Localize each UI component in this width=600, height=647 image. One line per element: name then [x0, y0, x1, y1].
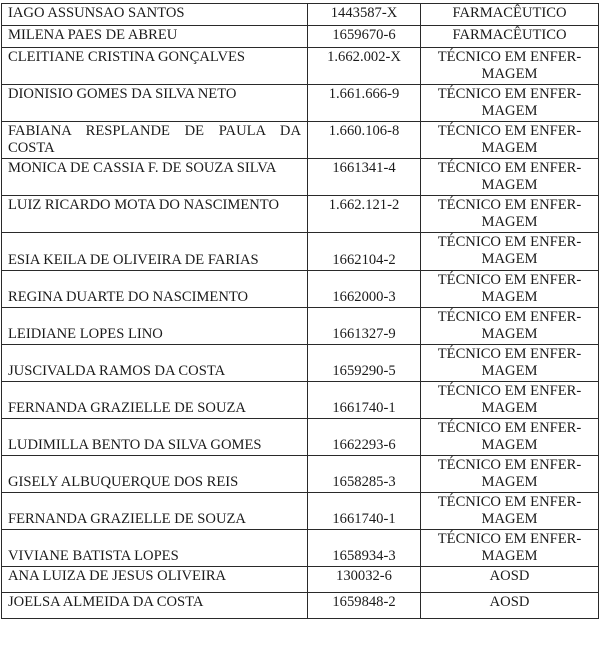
employee-name-cell [2, 419, 308, 456]
employee-role-cell [421, 493, 599, 530]
employee-name-cell [2, 159, 308, 196]
employee-id: 1.662.002-X [327, 49, 401, 65]
employee-id-cell [308, 493, 421, 530]
employee-id: 1661327-9 [332, 326, 396, 342]
employee-name: LEIDIANE LOPES LINO [8, 326, 163, 342]
staff-table-body [2, 4, 599, 619]
table-row [2, 48, 599, 85]
employee-id-cell [308, 271, 421, 308]
employee-id: 1661740-1 [332, 400, 396, 416]
employee-role-cell [421, 308, 599, 345]
employee-id-cell [308, 382, 421, 419]
employee-role: TÉCNICO EM ENFER-MAGEM [437, 531, 582, 564]
employee-role: TÉCNICO EM ENFER-MAGEM [437, 197, 582, 230]
table-row [2, 271, 599, 308]
employee-id-cell [308, 159, 421, 196]
employee-role: TÉCNICO EM ENFER-MAGEM [437, 234, 582, 267]
employee-name-cell [2, 456, 308, 493]
employee-role-cell [421, 196, 599, 233]
employee-id: 1659670-6 [332, 27, 396, 43]
employee-name: GISELY ALBUQUERQUE DOS REIS [8, 474, 239, 490]
employee-name-cell [2, 308, 308, 345]
table-row [2, 85, 599, 122]
employee-role: FARMACÊUTICO [452, 27, 567, 43]
employee-id: 1658285-3 [332, 474, 396, 490]
employee-name: LUIZ RICARDO MOTA DO NASCIMENTO [8, 197, 279, 213]
employee-name: ESIA KEILA DE OLIVEIRA DE FARIAS [8, 252, 259, 268]
employee-name-cell [2, 271, 308, 308]
employee-role: TÉCNICO EM ENFER-MAGEM [437, 49, 582, 82]
employee-id-cell [308, 4, 421, 26]
employee-id: 1662104-2 [332, 252, 396, 268]
employee-name-cell [2, 567, 308, 593]
employee-name: DIONISIO GOMES DA SILVA NETO [8, 86, 237, 102]
employee-id-cell [308, 233, 421, 271]
table-row [2, 26, 599, 48]
employee-role-cell [421, 382, 599, 419]
table-row [2, 593, 599, 619]
employee-role: TÉCNICO EM ENFER-MAGEM [437, 457, 582, 490]
employee-name-cell [2, 48, 308, 85]
employee-name: CLEITIANE CRISTINA GONÇALVES [8, 49, 246, 65]
table-row [2, 4, 599, 26]
employee-name-cell [2, 382, 308, 419]
employee-role-cell [421, 26, 599, 48]
table-row [2, 493, 599, 530]
employee-id-cell [308, 308, 421, 345]
employee-id: 1662293-6 [332, 437, 396, 453]
employee-id-cell [308, 593, 421, 619]
employee-id-cell [308, 419, 421, 456]
employee-role: TÉCNICO EM ENFER-MAGEM [437, 272, 582, 305]
employee-role: AOSD [489, 568, 530, 584]
employee-name-cell [2, 26, 308, 48]
employee-role-cell [421, 48, 599, 85]
table-row [2, 419, 599, 456]
employee-role: TÉCNICO EM ENFER-MAGEM [437, 160, 582, 193]
employee-role: AOSD [489, 594, 530, 610]
employee-id: 1661740-1 [332, 511, 396, 527]
employee-name-cell [2, 593, 308, 619]
employee-role: TÉCNICO EM ENFER-MAGEM [437, 420, 582, 453]
employee-name: ANA LUIZA DE JESUS OLIVEIRA [8, 568, 227, 584]
employee-id: 1.661.666-9 [328, 86, 400, 102]
employee-name: FERNANDA GRAZIELLE DE SOUZA [8, 400, 246, 416]
employee-id-cell [308, 530, 421, 567]
employee-role-cell [421, 122, 599, 159]
employee-id-cell [308, 567, 421, 593]
employee-role-cell [421, 271, 599, 308]
employee-id: 1.660.106-8 [328, 123, 400, 139]
employee-name-cell [2, 196, 308, 233]
table-row [2, 233, 599, 271]
table-row [2, 159, 599, 196]
table-row [2, 196, 599, 233]
table-row [2, 308, 599, 345]
employee-role: TÉCNICO EM ENFER-MAGEM [437, 86, 582, 119]
employee-id: 1443587-X [330, 5, 398, 21]
employee-role-cell [421, 530, 599, 567]
employee-role-cell [421, 159, 599, 196]
employee-role-cell [421, 4, 599, 26]
employee-role: FARMACÊUTICO [452, 5, 567, 21]
employee-name: LUDIMILLA BENTO DA SILVA GOMES [8, 437, 262, 453]
employee-name: JOELSA ALMEIDA DA COSTA [8, 594, 204, 610]
employee-id: 1662000-3 [332, 289, 396, 305]
employee-id-cell [308, 48, 421, 85]
employee-id: 1661341-4 [332, 160, 396, 176]
employee-id-cell [308, 26, 421, 48]
employee-role-cell [421, 85, 599, 122]
employee-name: VIVIANE BATISTA LOPES [8, 548, 179, 564]
employee-role: TÉCNICO EM ENFER-MAGEM [437, 346, 582, 379]
employee-name: FERNANDA GRAZIELLE DE SOUZA [8, 511, 246, 527]
employee-role: TÉCNICO EM ENFER-MAGEM [437, 383, 582, 416]
employee-role: TÉCNICO EM ENFER-MAGEM [437, 123, 582, 156]
employee-name: IAGO ASSUNSAO SANTOS [8, 5, 185, 21]
employee-id: 1658934-3 [332, 548, 396, 564]
table-row [2, 456, 599, 493]
employee-role-cell [421, 593, 599, 619]
employee-role: TÉCNICO EM ENFER-MAGEM [437, 309, 582, 342]
employee-name-cell [2, 345, 308, 382]
employee-name-cell [2, 4, 308, 26]
employee-id: 1659848-2 [332, 594, 396, 610]
employee-role-cell [421, 567, 599, 593]
employee-name: FABIANA RESPLANDE DE PAULA DA COSTA [8, 123, 301, 156]
table-row [2, 345, 599, 382]
employee-name-cell [2, 85, 308, 122]
staff-table [1, 3, 599, 619]
employee-id-cell [308, 345, 421, 382]
employee-name: REGINA DUARTE DO NASCIMENTO [8, 289, 249, 305]
table-row [2, 122, 599, 159]
employee-name: MONICA DE CASSIA F. DE SOUZA SILVA [8, 160, 277, 176]
employee-name-cell [2, 530, 308, 567]
employee-role-cell [421, 345, 599, 382]
employee-id: 1.662.121-2 [328, 197, 400, 213]
employee-role: TÉCNICO EM ENFER-MAGEM [437, 494, 582, 527]
employee-id-cell [308, 85, 421, 122]
employee-name-cell [2, 233, 308, 271]
employee-id-cell [308, 122, 421, 159]
employee-name: MILENA PAES DE ABREU [8, 27, 178, 43]
employee-role-cell [421, 233, 599, 271]
employee-id: 1659290-5 [332, 363, 396, 379]
employee-name: JUSCIVALDA RAMOS DA COSTA [8, 363, 226, 379]
employee-id-cell [308, 196, 421, 233]
employee-role-cell [421, 456, 599, 493]
employee-name-cell [2, 122, 308, 159]
table-row [2, 567, 599, 593]
employee-id-cell [308, 456, 421, 493]
employee-id: 130032-6 [336, 568, 392, 584]
employee-name-cell [2, 493, 308, 530]
table-row [2, 530, 599, 567]
table-row [2, 382, 599, 419]
employee-role-cell [421, 419, 599, 456]
